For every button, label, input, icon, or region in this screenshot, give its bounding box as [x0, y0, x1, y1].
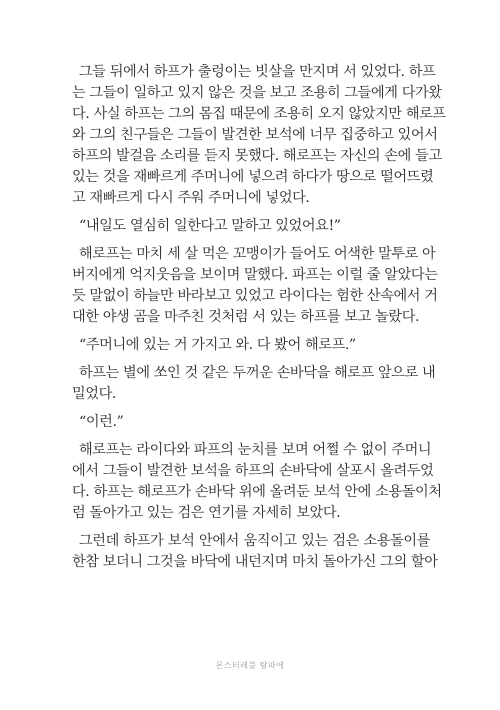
text-line: “주머니에 있는 거 가지고 와. 다 봤어 해로프.”	[79, 337, 356, 353]
text-line: 밀었다.	[72, 386, 117, 402]
text-line: 고 재빠르게 다시 주워 주머니에 넣었다.	[72, 190, 310, 206]
text-line: 해로프는 마치 세 살 먹은 꼬맹이가 들어도 어색한 말투로 아	[79, 246, 436, 262]
book-page-body	[72, 62, 446, 573]
text-line: 듯 말없이 하늘만 바라보고 있었고 라이다는 험한 산속에서 거	[72, 288, 438, 304]
text-line: 다. 사실 하프는 그의 몸집 때문에 조용히 오지 않았지만 해로프	[72, 106, 446, 122]
text-line: 한참 보더니 그것을 바닥에 내던지며 마치 돌아가신 그의 할아	[72, 554, 438, 570]
text-line: 는 그들이 일하고 있지 않은 것을 보고 조용히 그들에게 다가왔	[72, 85, 442, 101]
text-line: 럼 돌아가고 있는 검은 연기를 자세히 보았다.	[72, 505, 341, 521]
text-line: “내일도 열심히 일한다고 말하고 있었어요!”	[79, 218, 341, 234]
text-line: 다. 하프는 해로프가 손바닥 위에 올려둔 보석 안에 소용돌이처	[72, 484, 442, 500]
text-line: 대한 야생 곰을 마주친 것처럼 서 있는 하프를 보고 놀랐다.	[72, 309, 420, 325]
text-line: 있는 것을 재빠르게 주머니에 넣으려 하다가 땅으로 떨어뜨렸	[72, 169, 434, 185]
text-line: 하프는 별에 쏘인 것 같은 두꺼운 손바닥을 해로프 앞으로 내	[79, 365, 436, 381]
text-line: 그들 뒤에서 하프가 출렁이는 빗살을 만지며 서 있었다. 하프	[79, 64, 436, 80]
text-line: 그런데 하프가 보석 안에서 움직이고 있는 검은 소용돌이를	[79, 533, 430, 549]
text-line: 에서 그들이 발견한 보석을 하프의 손바닥에 살포시 올려두었	[72, 463, 434, 479]
text-line: 하프의 발걸음 소리를 듣지 못했다. 해로프는 자신의 손에 들고	[72, 148, 442, 164]
text-line: 해로프는 라이다와 파프의 눈치를 보며 어쩔 수 없이 주머니	[79, 442, 432, 458]
text-line: 와 그의 친구들은 그들이 발견한 보석에 너무 집중하고 있어서	[72, 127, 438, 143]
text-line: “이런.”	[79, 414, 124, 430]
text-line: 버지에게 억지웃음을 보이며 말했다. 파프는 이럴 줄 알았다는	[72, 267, 438, 283]
page-footer: 몬스터레블 탐파에	[215, 661, 285, 670]
